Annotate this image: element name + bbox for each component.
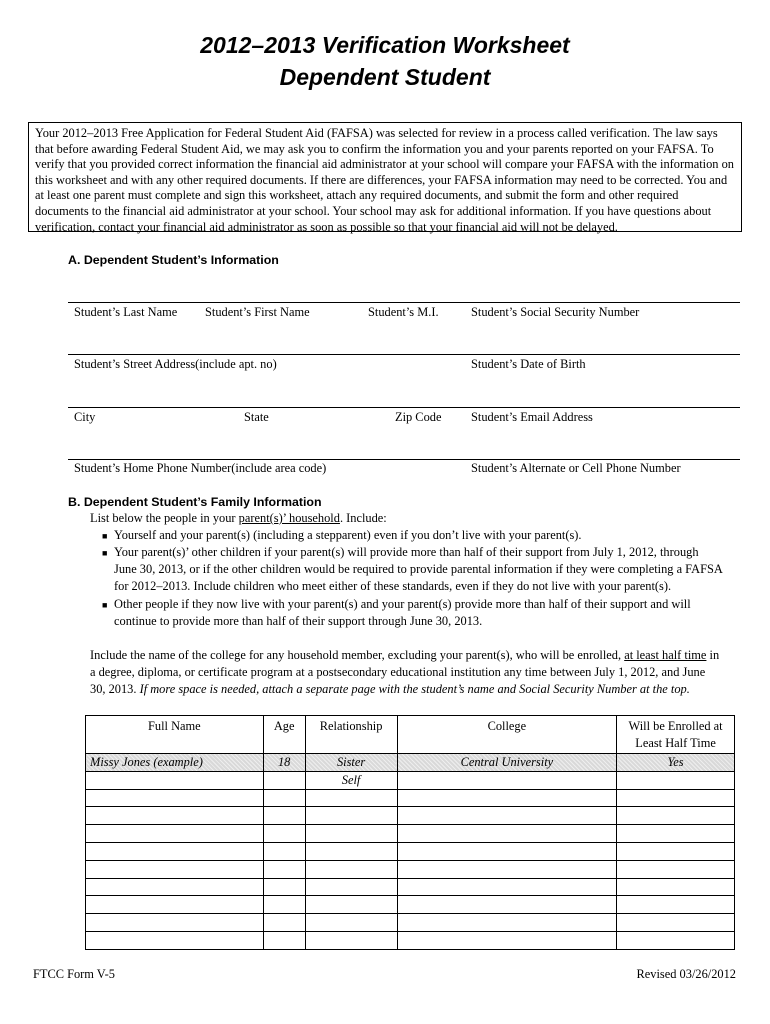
enrolled-cell[interactable]: [617, 931, 735, 949]
relationship-cell[interactable]: [305, 878, 397, 896]
section-a-heading: A. Dependent Student’s Information: [68, 253, 279, 267]
enrolled-cell[interactable]: [617, 860, 735, 878]
relationship-cell[interactable]: [305, 825, 397, 843]
line-address-row[interactable]: [68, 354, 740, 355]
worksheet-title: 2012–2013 Verification Worksheet: [200, 32, 570, 58]
relationship-cell[interactable]: [305, 860, 397, 878]
enrolled-cell[interactable]: [617, 825, 735, 843]
ssn-label: Student’s Social Security Number: [471, 305, 640, 319]
bullet-3-line-1: Other people if they now live with your parent(s) and your parent(s) provide more than half of their support and will: [114, 597, 691, 611]
age-cell[interactable]: [263, 931, 305, 949]
mi-label: Student’s M.I.: [368, 305, 439, 319]
relationship-cell[interactable]: [305, 914, 397, 932]
age-cell[interactable]: [263, 825, 305, 843]
example-age: 18: [263, 754, 305, 772]
header-age: Age: [263, 716, 305, 754]
example-enrolled: Yes: [617, 754, 735, 772]
household-table: [85, 715, 735, 950]
enrolled-cell[interactable]: [617, 842, 735, 860]
name-cell[interactable]: [86, 931, 264, 949]
relationship-cell[interactable]: [305, 807, 397, 825]
section-b-heading: B. Dependent Student’s Family Information: [68, 495, 322, 509]
table-row: [86, 896, 735, 914]
worksheet-subtitle: Dependent Student: [279, 64, 491, 90]
alt-phone-label: Student’s Alternate or Cell Phone Number: [471, 461, 681, 475]
line-phone-row[interactable]: [68, 459, 740, 460]
college-cell[interactable]: [397, 931, 617, 949]
bullet-3-line-2: continue to provide more than half of their support through June 30, 2013.: [114, 614, 483, 628]
age-cell[interactable]: [263, 914, 305, 932]
household-intro: List below the people in your parent(s)’ household. Include:: [90, 511, 387, 525]
age-cell[interactable]: [263, 896, 305, 914]
relationship-cell[interactable]: [305, 842, 397, 860]
home-phone-label: Student’s Home Phone Number(include area code): [74, 461, 327, 475]
age-cell[interactable]: [263, 878, 305, 896]
table-row: [86, 878, 735, 896]
revision-date: Revised 03/26/2012: [636, 967, 736, 981]
name-cell[interactable]: [86, 842, 264, 860]
bullet-icon: ■: [102, 600, 108, 610]
college-instruction-line-3: 30, 2013. If more space is needed, attach a separate page with the student’s name and Social Security Number at the top.: [90, 682, 690, 696]
table-row: [86, 842, 735, 860]
college-cell[interactable]: [397, 807, 617, 825]
college-cell[interactable]: [397, 878, 617, 896]
bullet-2-line-2: June 30, 2013, or if the other children would be required to provide parental information if they were completing a FAFSA: [114, 562, 723, 576]
first-name-label: Student’s First Name: [205, 305, 310, 319]
bullet-2-line-1: Your parent(s)’ other children if your parent(s) will provide more than half of their support from July 1, 2012, through: [114, 545, 699, 559]
bullet-2-line-3: for 2012–2013. Include children who meet either of these standards, even if they do not live with your parent(s).: [114, 579, 672, 593]
name-cell[interactable]: [86, 825, 264, 843]
college-cell[interactable]: [397, 771, 617, 789]
name-cell[interactable]: [86, 771, 264, 789]
example-row: [86, 754, 735, 772]
line-name-row[interactable]: [68, 302, 740, 303]
example-name: Missy Jones (example): [86, 754, 264, 772]
age-cell[interactable]: [263, 807, 305, 825]
table-row: [86, 789, 735, 807]
zip-label: Zip Code: [395, 410, 442, 424]
street-address-label: Student’s Street Address(include apt. no): [74, 357, 277, 371]
name-cell[interactable]: [86, 914, 264, 932]
intro-paragraph: Your 2012–2013 Free Application for Federal Student Aid (FAFSA) was selected for review in a process called verification. The law says that before awarding Federal Student Aid, we may ask you to confirm the information you and your parents reported on your FAFSA. To verify that you provided correct information the financial aid administrator at your school will compare your FAFSA with the information on this worksheet and with any other required documents. If there are differences, your FAFSA information may need to be corrected. You and at least one parent must complete and sign this worksheet, attach any required documents, and submit the form and other required documents to the financial aid administrator at your school. Your school may ask for additional information. If you have questions about verification, contact your financial aid administrator as soon as possible so that your financial aid will not be delayed.: [28, 122, 742, 232]
bullet-icon: ■: [102, 548, 108, 558]
college-cell[interactable]: [397, 789, 617, 807]
name-cell[interactable]: [86, 896, 264, 914]
relationship-cell[interactable]: [305, 896, 397, 914]
bullet-1: Yourself and your parent(s) (including a stepparent) even if you don’t live with your parent(s).: [114, 528, 582, 542]
header-college: College: [397, 716, 617, 754]
enrolled-cell[interactable]: [617, 878, 735, 896]
college-instruction-line-2: a degree, diploma, or certificate program at a postsecondary educational institution any time between July 1, 2012, and June: [90, 665, 706, 679]
name-cell[interactable]: [86, 860, 264, 878]
city-label: City: [74, 410, 96, 424]
table-row-self: [86, 771, 735, 789]
state-label: State: [244, 410, 269, 424]
table-row: [86, 931, 735, 949]
college-instruction-line-1: Include the name of the college for any household member, excluding your parent(s), who will be enrolled, at least half time in: [90, 648, 720, 662]
table-header-row: [86, 716, 735, 754]
line-city-row[interactable]: [68, 407, 740, 408]
age-cell[interactable]: [263, 860, 305, 878]
relationship-cell-self: Self: [305, 771, 397, 789]
relationship-cell[interactable]: [305, 789, 397, 807]
bullet-icon: ■: [102, 531, 108, 541]
enrolled-cell[interactable]: [617, 914, 735, 932]
age-cell[interactable]: [263, 771, 305, 789]
last-name-label: Student’s Last Name: [74, 305, 178, 319]
enrolled-cell[interactable]: [617, 771, 735, 789]
relationship-cell[interactable]: [305, 931, 397, 949]
table-row: [86, 825, 735, 843]
table-row: [86, 807, 735, 825]
name-cell[interactable]: [86, 789, 264, 807]
table-row: [86, 860, 735, 878]
example-relationship: Sister: [305, 754, 397, 772]
college-cell[interactable]: [397, 896, 617, 914]
name-cell[interactable]: [86, 878, 264, 896]
example-college: Central University: [397, 754, 617, 772]
header-relationship: Relationship: [305, 716, 397, 754]
dob-label: Student’s Date of Birth: [471, 357, 586, 371]
college-cell[interactable]: [397, 842, 617, 860]
form-number: FTCC Form V-5: [33, 967, 115, 981]
college-cell[interactable]: [397, 825, 617, 843]
enrolled-cell[interactable]: [617, 789, 735, 807]
header-enrolled: Will be Enrolled at Least Half Time: [617, 716, 735, 754]
age-cell[interactable]: [263, 789, 305, 807]
half-time-term: at least half time: [624, 648, 707, 662]
household-term: parent(s)’ household: [238, 511, 340, 525]
age-cell[interactable]: [263, 842, 305, 860]
college-cell[interactable]: [397, 914, 617, 932]
table-row: [86, 914, 735, 932]
email-label: Student’s Email Address: [471, 410, 593, 424]
enrolled-cell[interactable]: [617, 807, 735, 825]
college-cell[interactable]: [397, 860, 617, 878]
header-full-name: Full Name: [86, 716, 264, 754]
enrolled-cell[interactable]: [617, 896, 735, 914]
name-cell[interactable]: [86, 807, 264, 825]
